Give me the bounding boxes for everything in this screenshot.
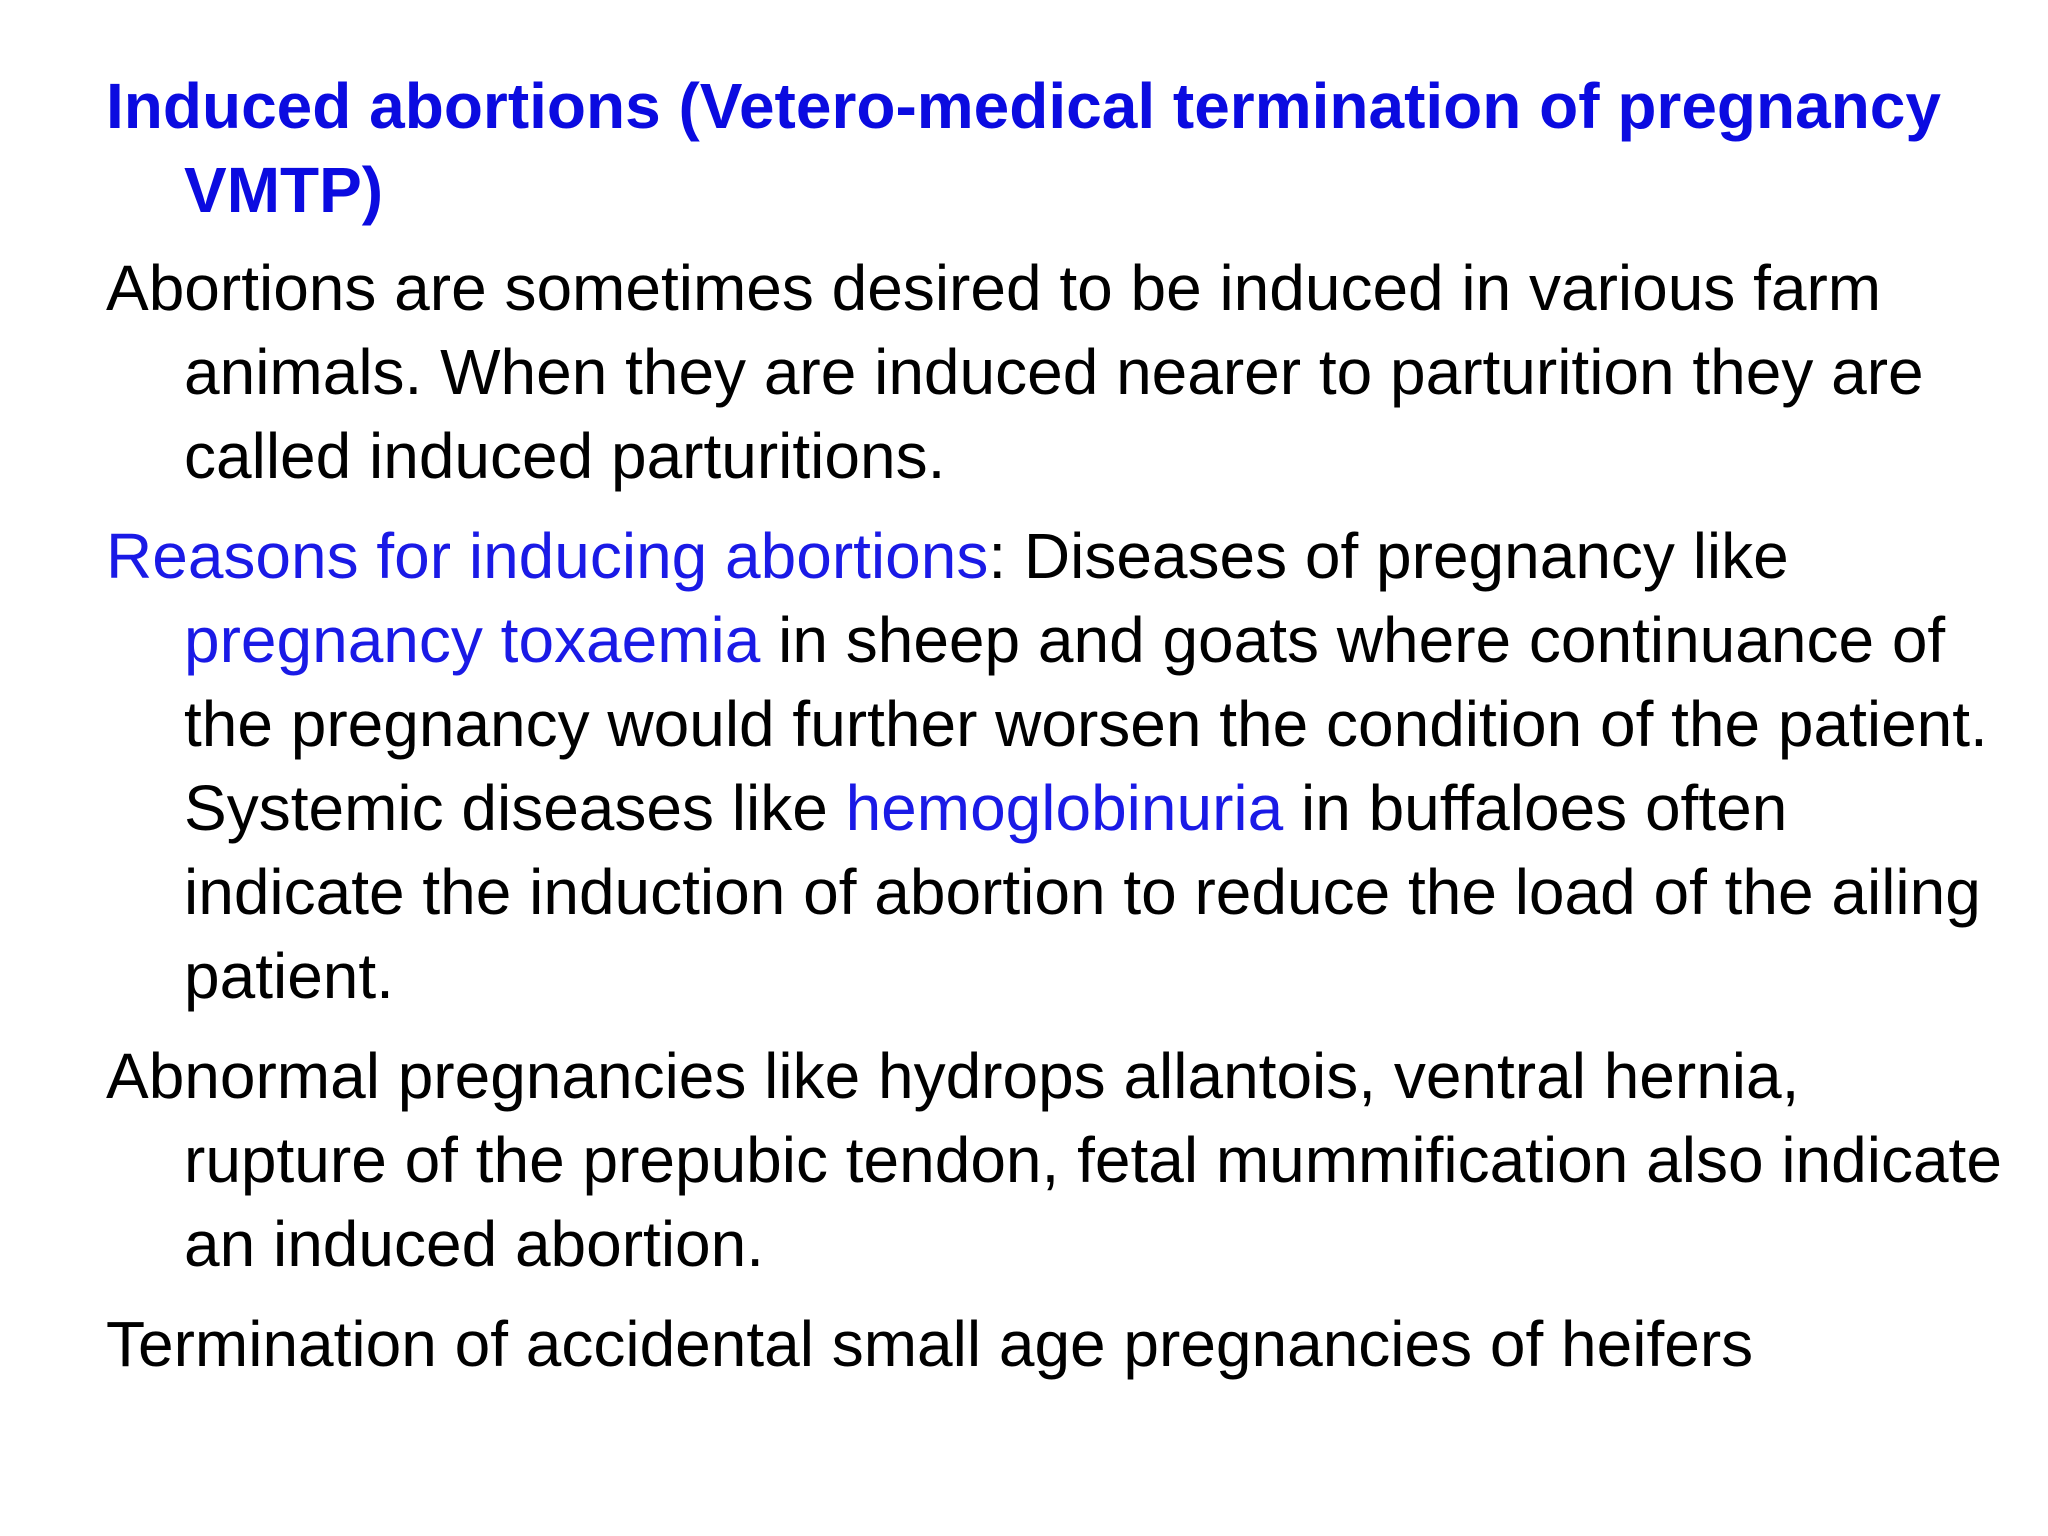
- paragraph-abnormal-pregnancies: [106, 1034, 2006, 1286]
- paragraph-intro-text: Abortions are sometimes desired to be induced in various farm animals. When they are induced nearer to parturition they are called induced parturitions.: [106, 252, 1924, 492]
- termination-text: Termination of accidental small age pregnancies of heifers: [106, 1308, 1754, 1380]
- slide-content: [106, 64, 2006, 1402]
- slide-heading: [106, 64, 2006, 232]
- reasons-text-part2: in sheep and goats where continuance of the pregnancy would further worsen the condition of the patient. Systemic diseases like: [184, 604, 1988, 844]
- reasons-text-part1: : Diseases of pregnancy like: [988, 520, 1789, 592]
- pregnancy-toxaemia-highlight: pregnancy toxaemia: [184, 604, 761, 676]
- paragraph-intro: [106, 246, 2006, 498]
- paragraph-termination: [106, 1302, 2006, 1386]
- paragraph-reasons: [106, 514, 2006, 1018]
- reasons-lead-highlight: Reasons for inducing abortions: [106, 520, 989, 592]
- heading-text: Induced abortions (Vetero-medical termination of pregnancy VMTP): [106, 70, 1941, 226]
- abnormal-pregnancies-text: Abnormal pregnancies like hydrops allantois, ventral hernia, rupture of the prepubic tendon, fetal mummification also indicate an induced abortion.: [106, 1040, 2002, 1280]
- reasons-text-part3: in buffaloes often indicate the induction of abortion to reduce the load of the ailing patient.: [184, 772, 1981, 1012]
- hemoglobinuria-highlight: hemoglobinuria: [845, 772, 1284, 844]
